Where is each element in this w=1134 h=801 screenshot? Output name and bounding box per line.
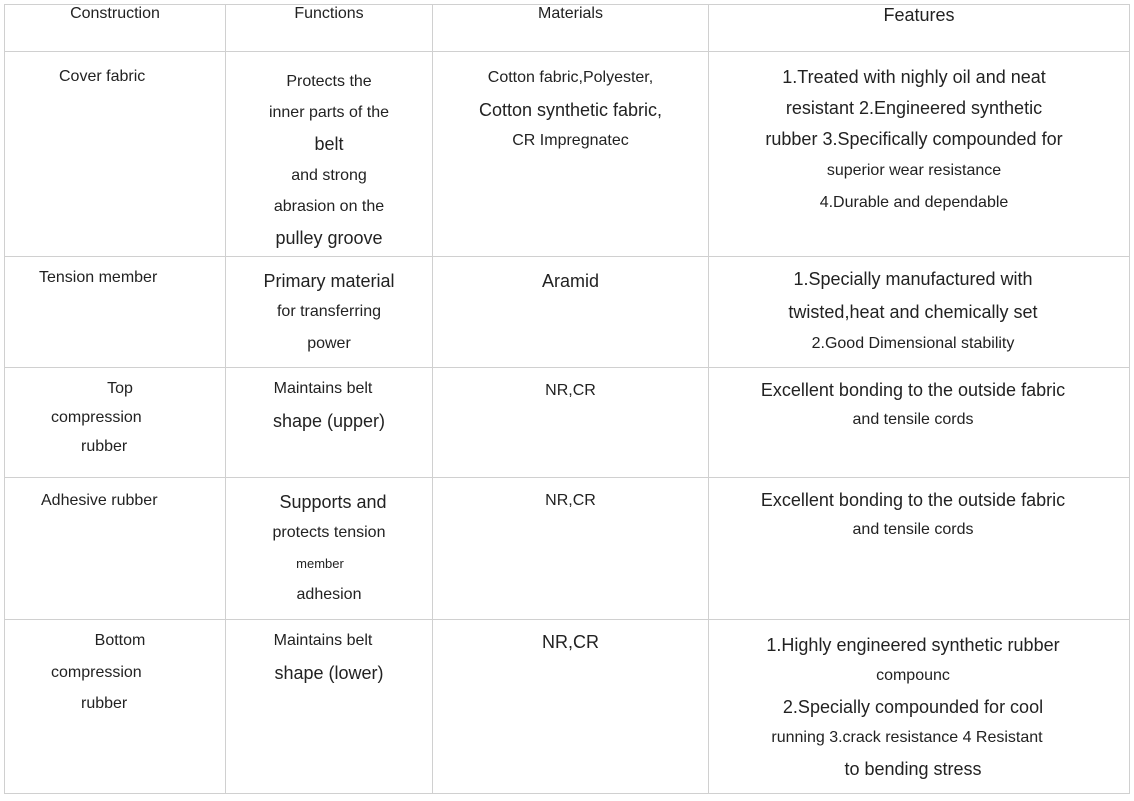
cell-materials: [433, 620, 709, 794]
cell-line: Primary material: [263, 271, 395, 291]
cell-line: Bottom: [94, 632, 146, 649]
cell-construction: [5, 478, 226, 620]
header-materials: Materials: [433, 5, 709, 52]
cell-line: shape (upper): [272, 411, 386, 431]
cell-line: 1.Specially manufactured with: [793, 269, 1033, 289]
cell-line: Aramid: [541, 271, 599, 291]
cell-line: compounc: [876, 667, 950, 684]
table-row: [5, 257, 1130, 368]
cell-line: Cotton synthetic fabric,: [478, 100, 663, 120]
cell-functions: [226, 257, 433, 368]
cell-functions: [226, 478, 433, 620]
cell-construction: [5, 257, 226, 368]
cell-line: adhesion: [296, 586, 362, 603]
cell-line: CR Impregnatec: [512, 132, 629, 149]
cell-line: NR,CR: [545, 492, 596, 509]
cell-line: and strong: [291, 167, 367, 184]
cell-construction: [5, 368, 226, 478]
cell-line: twisted,heat and chemically set: [788, 302, 1038, 322]
cell-line: running 3.crack resistance 4 Resistant: [771, 729, 1043, 746]
cell-line: 4.Durable and dependable: [819, 194, 1009, 211]
cell-line: for transferring: [276, 303, 382, 320]
cell-materials: [433, 368, 709, 478]
cell-line: inner parts of the: [268, 104, 390, 121]
cell-line: compression: [51, 409, 142, 426]
cell-line: shape (lower): [274, 663, 384, 683]
cell-line: protects tension: [272, 524, 386, 541]
cell-line: to bending stress: [844, 759, 982, 779]
cell-line: and tensile cords: [852, 411, 974, 428]
cell-line: Supports and: [279, 492, 387, 512]
cell-line: NR,CR: [545, 382, 596, 399]
cell-line: pulley groove: [275, 228, 383, 248]
cell-line: member: [296, 556, 344, 571]
cell-materials: [433, 257, 709, 368]
cell-line: abrasion on the: [273, 198, 385, 215]
cell-line: power: [307, 335, 351, 352]
cell-features: [709, 52, 1130, 257]
cell-functions: [226, 52, 433, 257]
cell-functions: [226, 620, 433, 794]
header-construction: Construction: [5, 5, 226, 52]
cell-line: belt: [314, 134, 344, 154]
cell-construction: [5, 52, 226, 257]
cell-line: rubber: [81, 438, 128, 455]
cell-materials: [433, 52, 709, 257]
cell-line: Cotton fabric,Polyester,: [487, 69, 654, 86]
cell-line: Tension member: [39, 269, 158, 286]
header-functions: Functions: [226, 5, 433, 52]
table-row: [5, 620, 1130, 794]
cell-line: compression: [51, 664, 142, 681]
cell-line: Maintains belt: [273, 380, 373, 397]
cell-line: rubber: [81, 695, 128, 712]
table-row: [5, 478, 1130, 620]
cell-line: Maintains belt: [273, 632, 373, 649]
cell-features: [709, 368, 1130, 478]
cell-features: [709, 257, 1130, 368]
cell-line: resistant 2.Engineered synthetic: [785, 98, 1043, 118]
cell-functions: [226, 368, 433, 478]
table-row: [5, 52, 1130, 257]
cell-line: and tensile cords: [852, 521, 974, 538]
cell-line: Adhesive rubber: [41, 492, 158, 509]
cell-features: [709, 478, 1130, 620]
cell-construction: [5, 620, 226, 794]
belt-construction-table: [4, 4, 1130, 794]
cell-line: rubber 3.Specifically compounded for: [765, 129, 1063, 149]
header-features: Features: [709, 5, 1130, 52]
cell-line: NR,CR: [542, 632, 599, 652]
table-row: [5, 368, 1130, 478]
cell-line: Excellent bonding to the outside fabric: [760, 380, 1066, 400]
cell-line: 1.Highly engineered synthetic rubber: [766, 635, 1060, 655]
cell-line: 2.Good Dimensional stability: [811, 335, 1015, 352]
cell-line: Excellent bonding to the outside fabric: [760, 490, 1066, 510]
table-header-row: [5, 5, 1130, 52]
cell-materials: [433, 478, 709, 620]
cell-line: Protects the: [286, 73, 372, 90]
cell-line: Top: [107, 380, 133, 397]
cell-line: 1.Treated with nighly oil and neat: [782, 67, 1046, 87]
cell-features: [709, 620, 1130, 794]
cell-line: 2.Specially compounded for cool: [782, 697, 1044, 717]
cell-line: Cover fabric: [59, 68, 146, 85]
cell-line: superior wear resistance: [826, 162, 1002, 179]
